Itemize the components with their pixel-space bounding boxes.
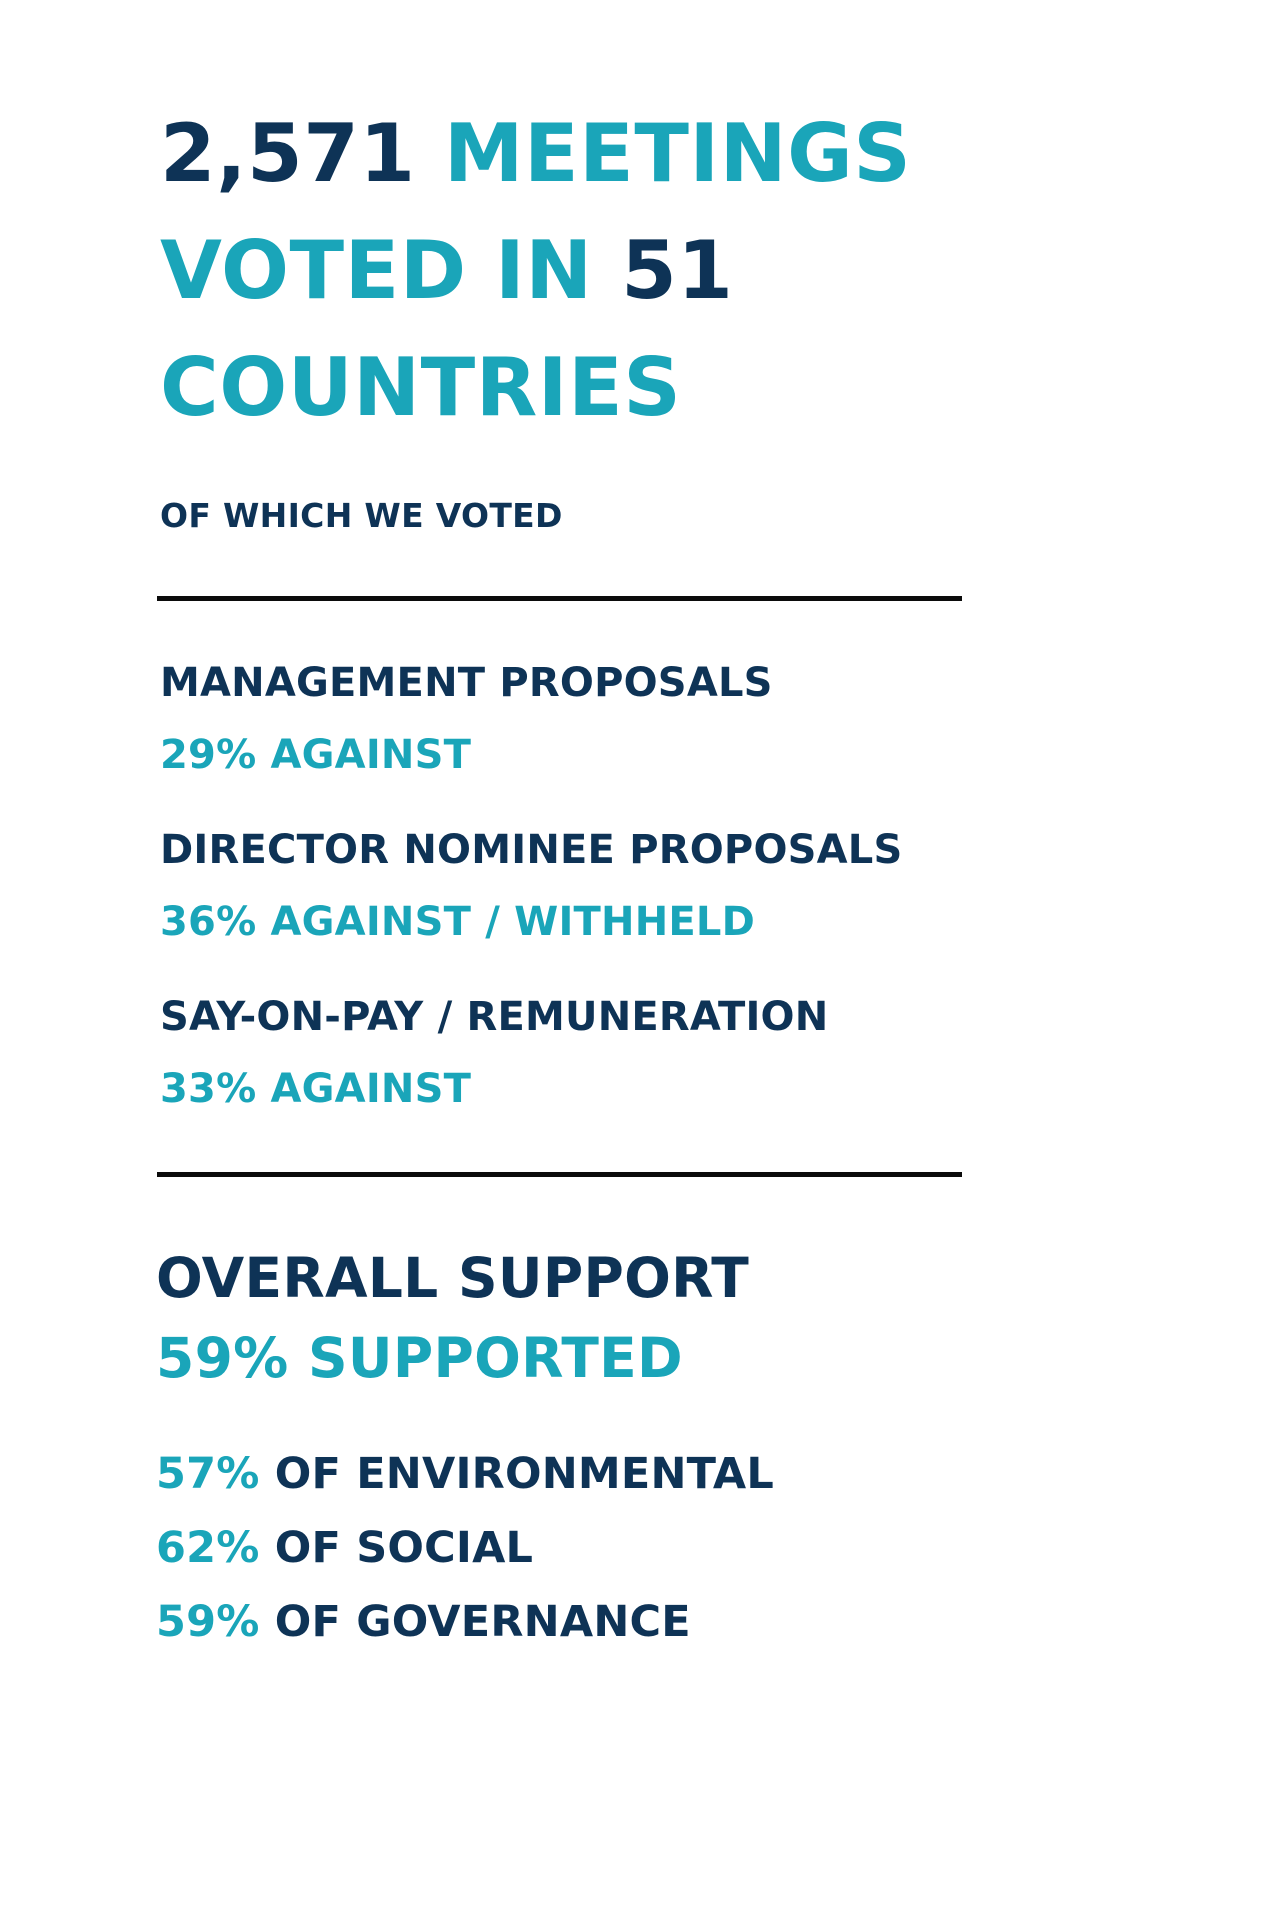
proposal-value: 36% AGAINST / WITHHELD <box>160 899 755 945</box>
overall-support-value: 59% SUPPORTED <box>156 1326 683 1390</box>
breakdown-percent: 57% <box>156 1449 260 1499</box>
overall-support <box>156 1245 1060 1649</box>
breakdown-label: OF SOCIAL <box>274 1523 534 1573</box>
voting-summary <box>156 95 1060 1649</box>
breakdown-percent: 59% <box>156 1597 260 1647</box>
breakdown-label: OF ENVIRONMENTAL <box>274 1449 774 1499</box>
proposal-stat-management <box>160 658 1060 780</box>
breakdown-label: OF GOVERNANCE <box>274 1597 691 1647</box>
breakdown-percent: 62% <box>156 1523 260 1573</box>
divider-bottom <box>157 1172 962 1177</box>
breakdown-governance <box>156 1595 1060 1649</box>
proposal-stats <box>160 658 1060 1114</box>
meetings-word: MEETINGS <box>443 107 912 200</box>
proposal-stat-director-nominee <box>160 825 1060 947</box>
proposal-value: 29% AGAINST <box>160 732 472 778</box>
headline <box>160 95 1060 446</box>
proposal-value: 33% AGAINST <box>160 1066 472 1112</box>
proposal-label: DIRECTOR NOMINEE PROPOSALS <box>160 827 903 873</box>
proposal-label: MANAGEMENT PROPOSALS <box>160 660 773 706</box>
headline-line-2 <box>160 212 1060 329</box>
overall-support-label: OVERALL SUPPORT <box>156 1246 750 1310</box>
proposal-label: SAY-ON-PAY / REMUNERATION <box>160 994 829 1040</box>
breakdown-environmental <box>156 1447 1060 1501</box>
countries-word: COUNTRIES <box>160 341 682 434</box>
subhead: OF WHICH WE VOTED <box>160 496 563 535</box>
headline-line-1 <box>160 95 1060 212</box>
breakdown-social <box>156 1521 1060 1575</box>
proposal-stat-say-on-pay <box>160 992 1060 1114</box>
divider-top <box>157 596 962 601</box>
countries-count: 51 <box>621 224 734 317</box>
support-breakdown <box>156 1447 1060 1649</box>
headline-line-3 <box>160 329 1060 446</box>
meetings-count: 2,571 <box>160 107 416 200</box>
voted-in-text: VOTED IN <box>160 224 593 317</box>
